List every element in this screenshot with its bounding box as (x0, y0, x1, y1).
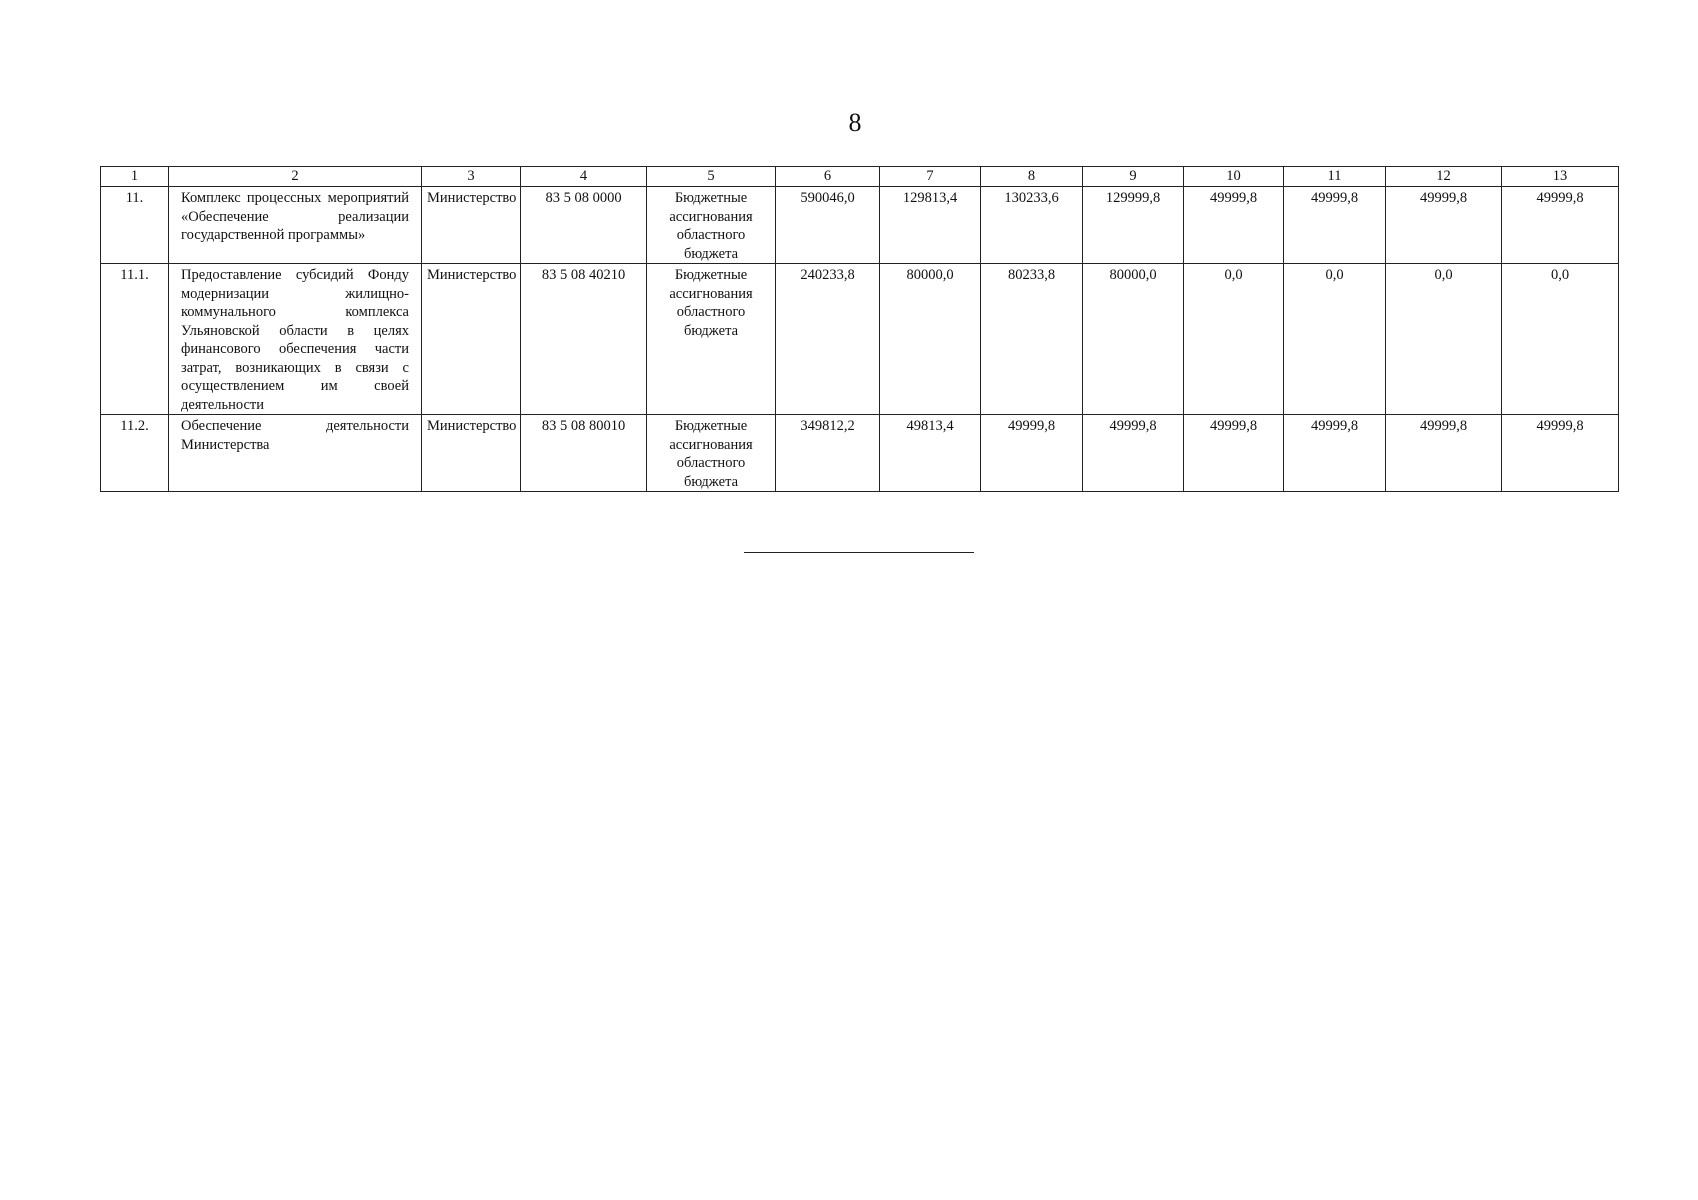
executor: Министерство (422, 187, 521, 264)
column-number: 6 (776, 167, 880, 187)
measure-name: Предоставление субсидий Фонду модернизации жилищно-коммунального комплекса Ульяновской области в целях финансового обеспечения части затрат, возникающих в связи с осуществлением им своей деятельности (169, 264, 422, 415)
value-cell: 129999,8 (1083, 187, 1184, 264)
funding-source: Бюджетные ассигнования областного бюджета (647, 415, 776, 492)
table-row (101, 415, 1619, 492)
value-cell: 80233,8 (981, 264, 1083, 415)
value-cell: 80000,0 (1083, 264, 1184, 415)
value-cell: 0,0 (1502, 264, 1619, 415)
funding-source: Бюджетные ассигнования областного бюджета (647, 264, 776, 415)
budget-code: 83 5 08 80010 (521, 415, 647, 492)
value-cell: 49999,8 (1386, 415, 1502, 492)
column-number: 13 (1502, 167, 1619, 187)
row-number: 11. (101, 187, 169, 264)
value-cell: 49999,8 (1184, 187, 1284, 264)
executor: Министерство (422, 264, 521, 415)
value-cell: 49999,8 (1502, 187, 1619, 264)
table-row (101, 264, 1619, 415)
value-cell: 349812,2 (776, 415, 880, 492)
budget-code: 83 5 08 0000 (521, 187, 647, 264)
budget-code: 83 5 08 40210 (521, 264, 647, 415)
column-number: 5 (647, 167, 776, 187)
end-divider-line (744, 552, 974, 553)
value-cell: 49999,8 (1184, 415, 1284, 492)
funding-source: Бюджетные ассигнования областного бюджета (647, 187, 776, 264)
value-cell: 49999,8 (981, 415, 1083, 492)
value-cell: 129813,4 (880, 187, 981, 264)
value-cell: 80000,0 (880, 264, 981, 415)
value-cell: 0,0 (1184, 264, 1284, 415)
column-number: 1 (101, 167, 169, 187)
column-number: 9 (1083, 167, 1184, 187)
column-number: 12 (1386, 167, 1502, 187)
executor: Министерство (422, 415, 521, 492)
measure-name: Обеспечение деятельности Министерства (169, 415, 422, 492)
column-number-row (101, 167, 1619, 187)
value-cell: 49999,8 (1284, 415, 1386, 492)
value-cell: 0,0 (1284, 264, 1386, 415)
value-cell: 49999,8 (1386, 187, 1502, 264)
column-number: 8 (981, 167, 1083, 187)
row-number: 11.2. (101, 415, 169, 492)
table-row (101, 187, 1619, 264)
value-cell: 49999,8 (1083, 415, 1184, 492)
row-number: 11.1. (101, 264, 169, 415)
budget-table (100, 166, 1619, 492)
measure-name: Комплекс процессных мероприятий «Обеспечение реализации государственной программы» (169, 187, 422, 264)
value-cell: 130233,6 (981, 187, 1083, 264)
column-number: 2 (169, 167, 422, 187)
page-number: 8 (848, 108, 862, 137)
column-number: 7 (880, 167, 981, 187)
column-number: 10 (1184, 167, 1284, 187)
column-number: 11 (1284, 167, 1386, 187)
value-cell: 0,0 (1386, 264, 1502, 415)
column-number: 4 (521, 167, 647, 187)
value-cell: 590046,0 (776, 187, 880, 264)
value-cell: 240233,8 (776, 264, 880, 415)
value-cell: 49813,4 (880, 415, 981, 492)
value-cell: 49999,8 (1284, 187, 1386, 264)
column-number: 3 (422, 167, 521, 187)
value-cell: 49999,8 (1502, 415, 1619, 492)
